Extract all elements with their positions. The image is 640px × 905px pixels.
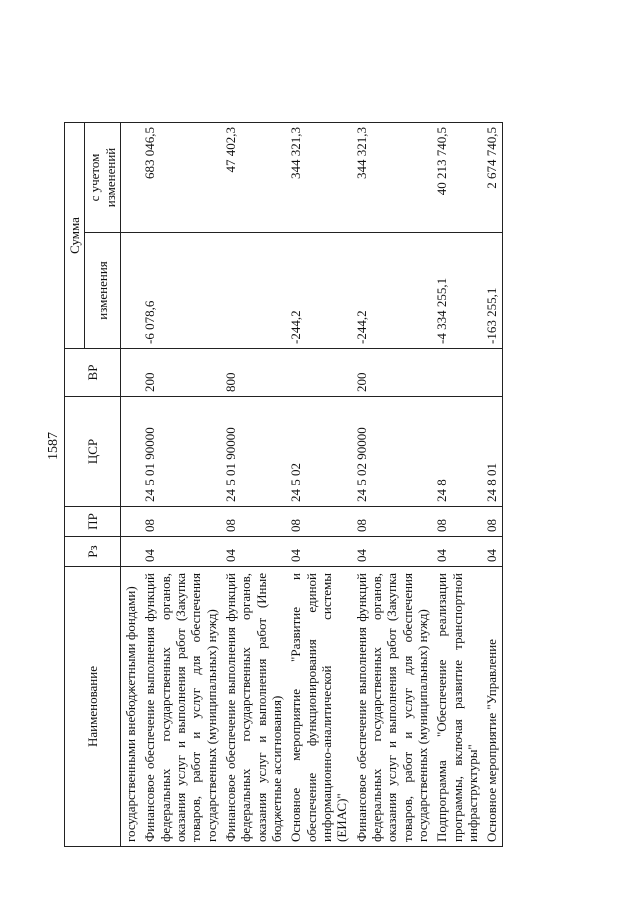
table-row	[120, 123, 140, 847]
header-name: Наименование	[65, 567, 121, 847]
row-with-changes: 2 674 740,5	[482, 123, 502, 233]
budget-table	[64, 122, 503, 847]
row-vr: 200	[140, 349, 221, 397]
row-vr	[286, 349, 351, 397]
row-with-changes	[120, 123, 140, 233]
row-changes: -244,2	[286, 233, 351, 349]
page-number: 1587	[46, 432, 61, 460]
table-row	[352, 123, 433, 847]
header-csr: ЦСР	[65, 397, 121, 507]
row-vr	[120, 349, 140, 397]
table-row	[221, 123, 286, 847]
row-rz: 04	[221, 537, 286, 567]
header-sum: Сумма	[65, 123, 85, 349]
row-changes: -4 334 255,1	[432, 233, 482, 349]
row-vr: 200	[352, 349, 433, 397]
row-changes: -6 078,6	[140, 233, 221, 349]
header-changes: изменения	[85, 233, 121, 349]
header-vr: ВР	[65, 349, 121, 397]
row-name: государственными внебюджетными фондами)	[120, 567, 140, 847]
row-csr: 24 5 02 90000	[352, 397, 433, 507]
row-name: Основное мероприятие "Управление	[482, 567, 502, 847]
row-csr: 24 5 02	[286, 397, 351, 507]
row-vr	[482, 349, 502, 397]
table-row	[482, 123, 502, 847]
row-pr: 08	[140, 507, 221, 537]
row-with-changes: 47 402,3	[221, 123, 286, 233]
row-csr: 24 8 01	[482, 397, 502, 507]
row-pr: 08	[482, 507, 502, 537]
row-with-changes: 344 321,3	[286, 123, 351, 233]
row-pr: 08	[432, 507, 482, 537]
header-pr: ПР	[65, 507, 121, 537]
row-csr: 24 5 01 90000	[140, 397, 221, 507]
row-changes: -163 255,1	[482, 233, 502, 349]
row-pr: 08	[352, 507, 433, 537]
row-rz: 04	[352, 537, 433, 567]
row-rz: 04	[286, 537, 351, 567]
row-pr	[120, 507, 140, 537]
header-rz: Рз	[65, 537, 121, 567]
row-rz: 04	[432, 537, 482, 567]
row-pr: 08	[221, 507, 286, 537]
table-row	[432, 123, 482, 847]
row-with-changes: 344 321,3	[352, 123, 433, 233]
row-rz: 04	[482, 537, 502, 567]
row-vr	[432, 349, 482, 397]
row-with-changes: 683 046,5	[140, 123, 221, 233]
row-changes	[120, 233, 140, 349]
row-vr: 800	[221, 349, 286, 397]
row-rz: 04	[140, 537, 221, 567]
row-name: Финансовое обеспечение выполнения функций федеральных государственных органов, оказания услуг и выполнения работ (Иные бюджетные ассигнования)	[221, 567, 286, 847]
row-name: Финансовое обеспечение выполнения функций федеральных государственных органов, оказания услуг и выполнения работ (Закупка товаров, работ и услуг для обеспечения государственных (муниципальных) нужд)	[140, 567, 221, 847]
row-pr: 08	[286, 507, 351, 537]
row-csr: 24 8	[432, 397, 482, 507]
table-row	[286, 123, 351, 847]
row-changes: -244,2	[352, 233, 433, 349]
row-name: Основное мероприятие "Развитие и обеспечение функционирования единой информационно-аналитической системы (ЕИАС)"	[286, 567, 351, 847]
row-changes	[221, 233, 286, 349]
row-name: Финансовое обеспечение выполнения функций федеральных государственных органов, оказания услуг и выполнения работ (Закупка товаров, работ и услуг для обеспечения государственных (муниципальных) нужд)	[352, 567, 433, 847]
table-row	[140, 123, 221, 847]
header-with-changes: с учетом изменений	[85, 123, 121, 233]
row-with-changes: 40 213 740,5	[432, 123, 482, 233]
row-name: Подпрограмма "Обеспечение реализации программы, включая развитие транспортной инфраструктуры"	[432, 567, 482, 847]
row-csr	[120, 397, 140, 507]
row-rz	[120, 537, 140, 567]
row-csr: 24 5 01 90000	[221, 397, 286, 507]
